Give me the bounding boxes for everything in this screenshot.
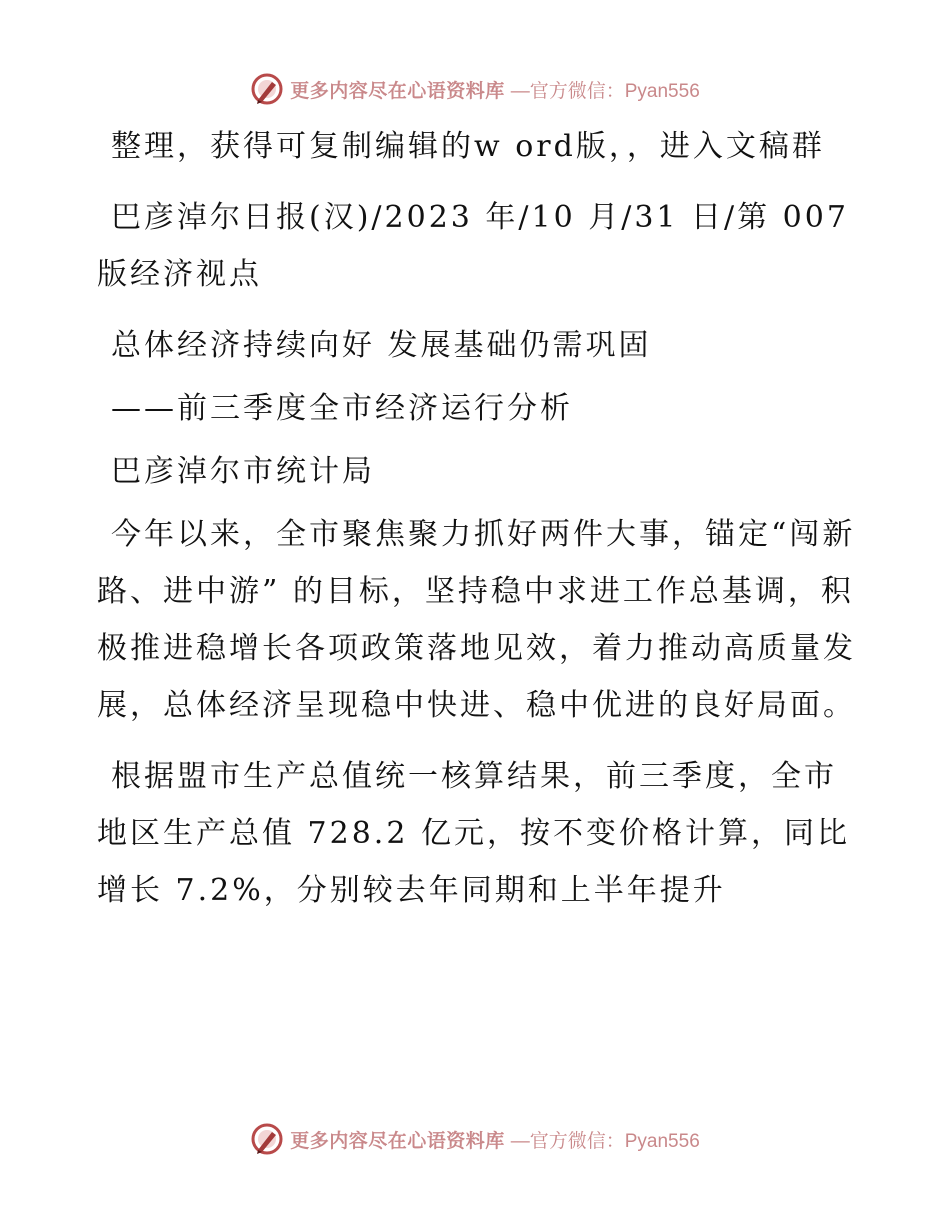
paragraph-7: 根据盟市生产总值统一核算结果，前三季度，全市地区生产总值 728.2 亿元，按不变价格计算，同比增长 7.2%，分别较去年同期和上半年提升 (97, 759, 850, 908)
pen-circle-logo-icon (250, 1122, 284, 1156)
paragraph-2: 巴彦淖尔日报(汉)/2023 年/10 月/31 日/第 007 版经济视点 (97, 200, 849, 292)
article-subtitle: ——前三季度全市经济运行分析 (111, 391, 573, 426)
paragraph-6: 今年以来，全市聚焦聚力抓好两件大事，锚定“闯新路、进中游” 的目标，坚持稳中求进工作总基调，积极推进稳增长各项政策落地见效，着力推动高质量发展，总体经济呈现稳中快进、稳中优进的良好局面。 (97, 517, 856, 723)
footer-watermark (0, 1122, 950, 1156)
paragraph-1: 整理，获得可复制编辑的w ord版，，进入文稿群 (111, 129, 825, 164)
document-body (97, 118, 857, 919)
header-watermark (0, 72, 950, 106)
article-author: 巴彦淖尔市统计局 (111, 454, 375, 489)
watermark-wechat: —官方微信：Pyan556 (510, 80, 700, 102)
watermark-wechat: —官方微信：Pyan556 (510, 1130, 700, 1152)
pen-circle-logo-icon (250, 72, 284, 106)
article-title: 总体经济持续向好 发展基础仍需巩固 (111, 328, 652, 363)
watermark-text: 更多内容尽在心语资料库 (290, 79, 505, 102)
watermark-text: 更多内容尽在心语资料库 (290, 1129, 505, 1152)
